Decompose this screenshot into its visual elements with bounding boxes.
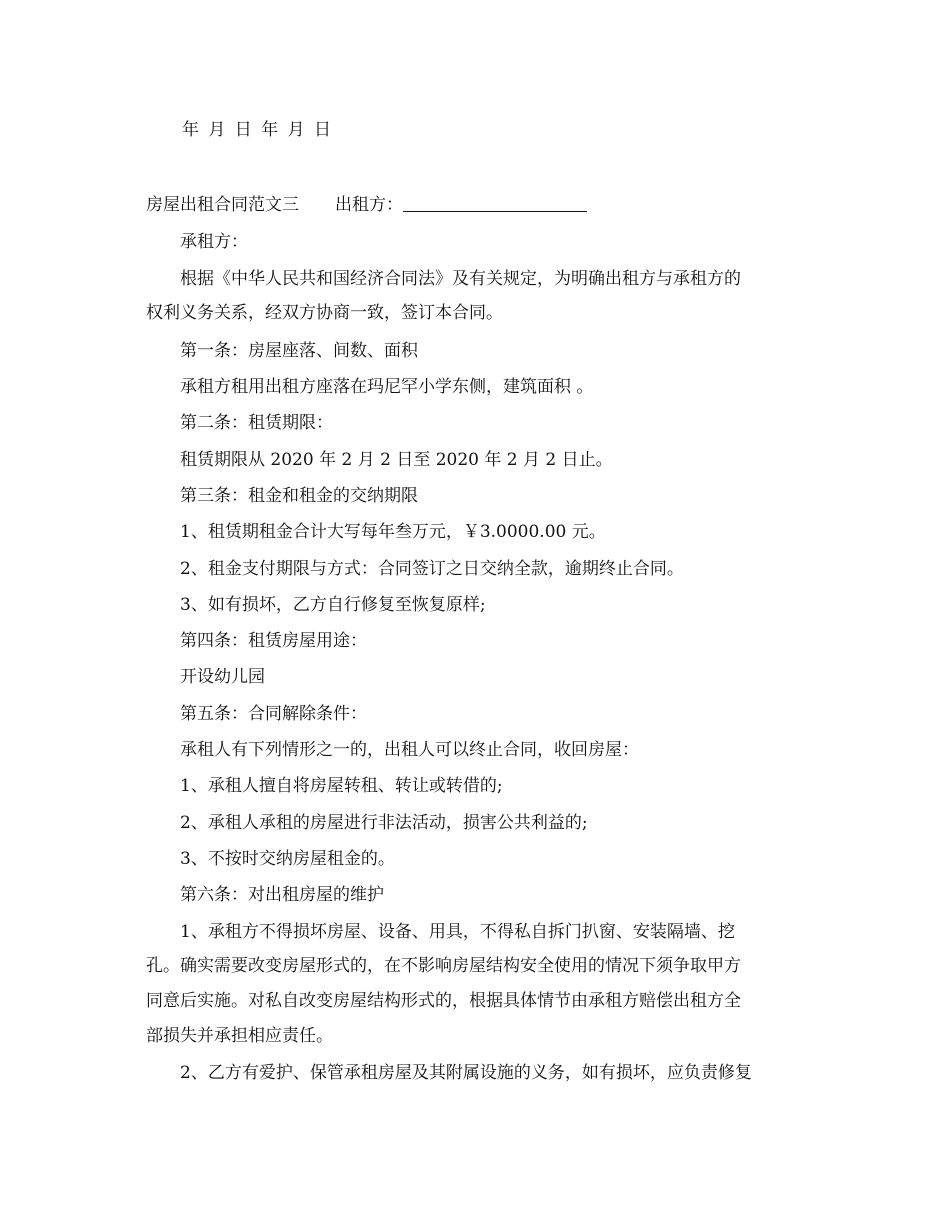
lessor-label: 出租方： [335, 195, 403, 215]
lessor-blank [403, 193, 587, 212]
paragraph-line: 开设幼儿园 [180, 667, 265, 687]
lessee-label: 承租方： [180, 232, 248, 252]
paragraph-line: 2、租金支付期限与方式：合同签订之日交纳全款，逾期终止合同。 [180, 559, 684, 579]
paragraph-line: 租赁期限从 2020 年 2 月 2 日至 2020 年 2 月 2 日止。 [180, 450, 613, 470]
paragraph-line: 部损失并承担相应责任。 [146, 1026, 333, 1046]
article-heading: 第三条：租金和租金的交纳期限 [180, 486, 418, 506]
article-heading: 第一条：房屋座落、间数、面积 [180, 341, 418, 361]
paragraph-line: 3、如有损坏，乙方自行修复至恢复原样; [180, 595, 486, 615]
document-title: 房屋出租合同范文三 [146, 195, 299, 215]
article-heading: 第六条：对出租房屋的维护 [180, 885, 384, 905]
paragraph-line: 2、乙方有爱护、保管承租房屋及其附属设施的义务，如有损坏，应负责修复 [180, 1063, 752, 1083]
date-line: 年 月 日 年 月 日 [182, 120, 334, 140]
paragraph-line: 承租方租用出租方座落在玛尼罕小学东侧，建筑面积 。 [180, 377, 594, 397]
paragraph-line: 权利义务关系，经双方协商一致，签订本合同。 [146, 303, 503, 323]
article-heading: 第二条：租赁期限： [180, 413, 333, 433]
paragraph-line: 2、承租人承租的房屋进行非法活动，损害公共利益的; [180, 813, 588, 833]
paragraph-line: 孔。确实需要改变房屋形式的，在不影响房屋结构安全使用的情况下须争取甲方 [146, 956, 741, 976]
article-heading: 第五条：合同解除条件： [180, 704, 367, 724]
paragraph-line: 3、不按时交纳房屋租金的。 [180, 849, 395, 869]
paragraph-line: 同意后实施。对私自改变房屋结构形式的，根据具体情节由承租方赔偿出租方全 [146, 991, 741, 1011]
paragraph-line: 根据《中华人民共和国经济合同法》及有关规定，为明确出租方与承租方的 [180, 269, 741, 289]
article-heading: 第四条：租赁房屋用途： [180, 631, 367, 651]
title-line [146, 193, 814, 217]
paragraph-line: 1、承租方不得损坏房屋、设备、用具，不得私自拆门扒窗、安装隔墙、挖 [180, 922, 735, 942]
paragraph-line: 1、租赁期租金合计大写每年叁万元，￥3.0000.00 元。 [180, 522, 606, 542]
paragraph-line: 1、承租人擅自将房屋转租、转让或转借的; [180, 776, 503, 796]
paragraph-line: 承租人有下列情形之一的，出租人可以终止合同，收回房屋： [180, 740, 639, 760]
